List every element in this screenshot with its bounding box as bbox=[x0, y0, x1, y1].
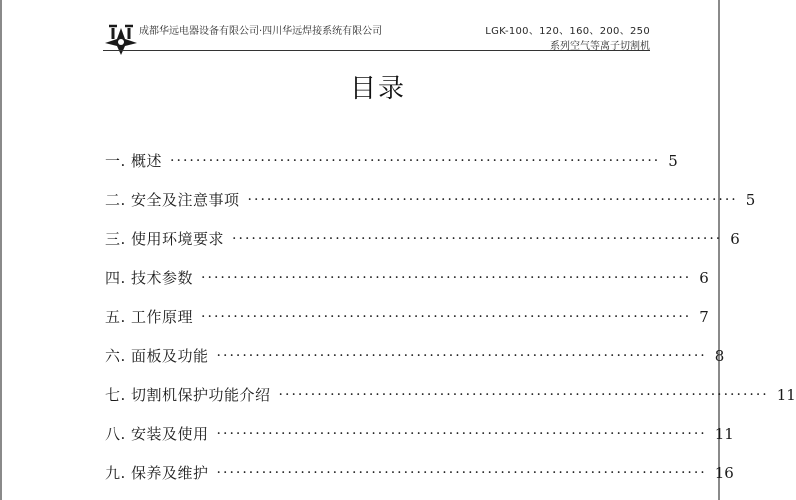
toc-leader-dots: ············································································ bbox=[216, 348, 707, 364]
toc-item-label: 二. 安全及注意事项 bbox=[105, 191, 240, 209]
toc-item-page: 6 bbox=[730, 230, 740, 248]
toc-item-page: 5 bbox=[745, 191, 756, 209]
toc-leader-dots: ············································································ bbox=[247, 192, 738, 208]
toc-leader-dots: ············································································ bbox=[278, 387, 769, 403]
toc-item-page: 7 bbox=[699, 308, 709, 326]
page-title: 目录 bbox=[349, 74, 406, 104]
toc-leader-dots: ············································································ bbox=[216, 465, 707, 481]
toc-item-label: 八. 安装及使用 bbox=[105, 425, 209, 443]
header-product-series: 系列空气等离子切割机 bbox=[550, 41, 650, 52]
toc-item-page: 16 bbox=[714, 464, 734, 482]
toc-item-label: 七. 切割机保护功能介绍 bbox=[105, 386, 271, 404]
toc-item-page: 6 bbox=[699, 269, 709, 287]
toc-leader-dots: ············································································ bbox=[201, 270, 692, 286]
toc-leader-dots: ············································································ bbox=[232, 231, 723, 247]
toc-item-6[interactable] bbox=[105, 345, 725, 369]
toc-item-1[interactable] bbox=[105, 150, 678, 174]
toc-item-5[interactable] bbox=[105, 306, 709, 330]
toc-item-label: 六. 面板及功能 bbox=[105, 347, 209, 365]
toc-item-page: 5 bbox=[668, 152, 678, 170]
toc-leader-dots: ············································································ bbox=[170, 153, 661, 169]
toc-leader-dots: ············································································ bbox=[216, 426, 707, 442]
toc-item-9[interactable] bbox=[105, 462, 734, 486]
toc-item-7[interactable] bbox=[105, 384, 796, 408]
toc-item-2[interactable] bbox=[105, 189, 756, 213]
header-company: 成都华远电器设备有限公司·四川华远焊接系统有限公司 bbox=[139, 26, 383, 37]
toc-item-label: 五. 工作原理 bbox=[105, 308, 194, 326]
toc-item-8[interactable] bbox=[105, 423, 734, 447]
toc-leader-dots: ············································································ bbox=[201, 309, 692, 325]
toc-item-page: 11 bbox=[714, 425, 734, 443]
toc-item-label: 四. 技术参数 bbox=[105, 269, 194, 287]
toc-item-page: 8 bbox=[714, 347, 725, 365]
toc-item-4[interactable] bbox=[105, 267, 709, 291]
toc-item-page: 11 bbox=[776, 386, 796, 404]
toc-item-label: 一. 概述 bbox=[105, 152, 163, 170]
toc-item-label: 三. 使用环境要求 bbox=[105, 230, 225, 248]
toc-item-3[interactable] bbox=[105, 228, 740, 252]
toc-item-label: 九. 保养及维护 bbox=[105, 464, 209, 482]
header-model-line: LGK-100、120、160、200、250 bbox=[485, 26, 650, 37]
